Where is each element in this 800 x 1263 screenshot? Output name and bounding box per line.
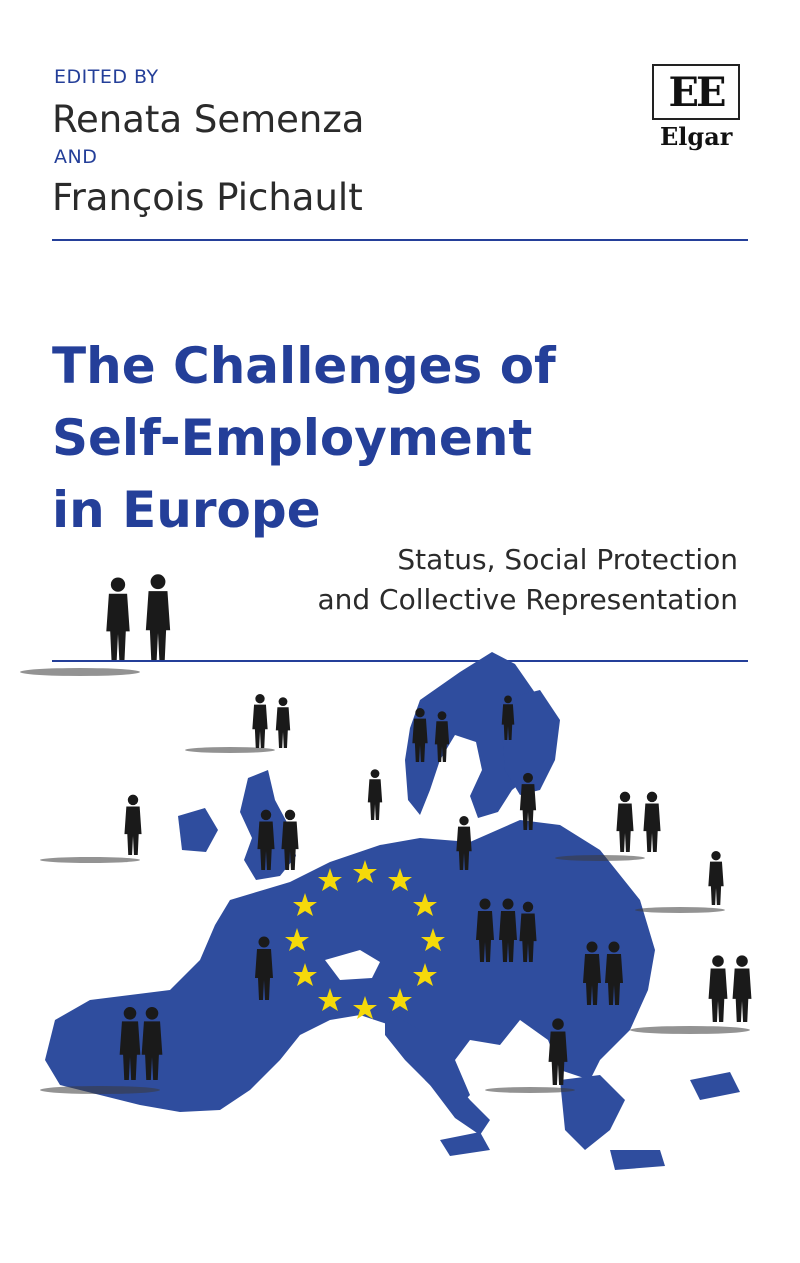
publisher-logo-mark: EE [652, 64, 740, 120]
editor-name-1: Renata Semenza [52, 98, 365, 141]
publisher-logo [652, 64, 746, 151]
editor-name-2: François Pichault [52, 176, 363, 219]
book-title [52, 330, 752, 546]
ireland-shape [178, 808, 218, 852]
title-line-1: The Challenges of [52, 337, 556, 395]
edited-by-label: EDITED BY [54, 66, 159, 88]
and-label: AND [54, 146, 98, 168]
europe-map-illustration [0, 560, 800, 1263]
subtitle-line-1: Status, Social Protection [397, 543, 738, 576]
greece-shape [560, 1075, 625, 1150]
title-line-2: Self-Employment [52, 409, 533, 467]
publisher-logo-word: Elgar [660, 122, 733, 151]
subtitle-line-2: and Collective Representation [317, 583, 738, 616]
title-line-3: in Europe [52, 481, 321, 539]
divider-top [52, 239, 748, 241]
